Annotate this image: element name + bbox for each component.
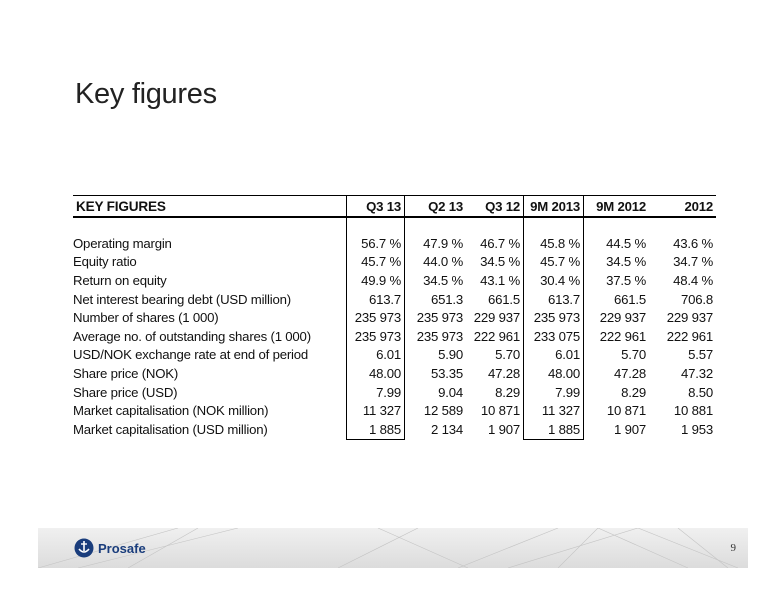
cell-q3-13: 49.9 % bbox=[347, 271, 405, 290]
cell-q3-12: 10 871 bbox=[480, 403, 520, 419]
column-header-q2-13: Q2 13 bbox=[405, 196, 467, 218]
column-header-9m-2012: 9M 2012 bbox=[584, 196, 650, 218]
row-label: Number of shares (1 000) bbox=[73, 310, 219, 326]
cell-9m-2012: 37.5 % bbox=[606, 272, 646, 288]
cell-9m-2013: 235 973 bbox=[524, 308, 584, 327]
column-header-q3-13: Q3 13 bbox=[347, 196, 405, 218]
table-row bbox=[73, 271, 716, 290]
cell-q2-13: 34.5 % bbox=[423, 272, 463, 288]
spacer-row bbox=[73, 217, 716, 234]
cell-9m-2013: 6.01 bbox=[524, 346, 584, 365]
cell-q3-13: 613.7 bbox=[347, 290, 405, 309]
row-label: Market capitalisation (USD million) bbox=[73, 421, 268, 437]
cell-q3-13: 48.00 bbox=[347, 364, 405, 383]
cell-q2-13: 2 134 bbox=[430, 421, 463, 437]
prosafe-logo-icon bbox=[74, 538, 94, 558]
table-row bbox=[73, 327, 716, 346]
cell-9m-2012: 1 907 bbox=[613, 421, 646, 437]
column-header-label: KEY FIGURES bbox=[73, 196, 347, 218]
cell-2012: 10 881 bbox=[673, 403, 713, 419]
cell-q2-13: 235 973 bbox=[416, 328, 463, 344]
cell-q3-13: 235 973 bbox=[347, 308, 405, 327]
cell-q3-13: 11 327 bbox=[347, 401, 405, 420]
cell-q2-13: 9.04 bbox=[438, 384, 463, 400]
cell-2012: 222 961 bbox=[666, 328, 713, 344]
row-label: Net interest bearing debt (USD million) bbox=[73, 291, 291, 307]
cell-2012: 43.6 % bbox=[673, 235, 713, 251]
page-number: 9 bbox=[730, 542, 736, 554]
row-label: USD/NOK exchange rate at end of period bbox=[73, 347, 309, 363]
column-header-q3-12: Q3 12 bbox=[466, 196, 524, 218]
key-figures-table bbox=[73, 195, 716, 440]
cell-9m-2013: 30.4 % bbox=[524, 271, 584, 290]
row-label: Share price (NOK) bbox=[73, 365, 179, 381]
cell-q3-13: 6.01 bbox=[347, 346, 405, 365]
cell-9m-2013: 1 885 bbox=[524, 420, 584, 439]
cell-q3-13: 235 973 bbox=[347, 327, 405, 346]
cell-2012: 48.4 % bbox=[673, 272, 713, 288]
table-row bbox=[73, 364, 716, 383]
cell-9m-2012: 47.28 bbox=[613, 365, 646, 381]
cell-9m-2013: 48.00 bbox=[524, 364, 584, 383]
logo-text: Prosafe bbox=[98, 540, 146, 556]
table-header-row bbox=[73, 196, 716, 218]
cell-2012: 47.32 bbox=[680, 365, 713, 381]
table-row bbox=[73, 383, 716, 402]
cell-9m-2012: 229 937 bbox=[599, 310, 646, 326]
cell-2012: 706.8 bbox=[680, 291, 713, 307]
cell-9m-2013: 11 327 bbox=[524, 401, 584, 420]
cell-q3-12: 46.7 % bbox=[480, 235, 520, 251]
cell-9m-2012: 5.70 bbox=[621, 347, 646, 363]
cell-q2-13: 47.9 % bbox=[423, 235, 463, 251]
cell-2012: 5.57 bbox=[688, 347, 713, 363]
row-label: Operating margin bbox=[73, 235, 172, 251]
table-row bbox=[73, 234, 716, 253]
row-label: Return on equity bbox=[73, 272, 167, 288]
row-label: Equity ratio bbox=[73, 254, 137, 270]
cell-9m-2012: 222 961 bbox=[599, 328, 646, 344]
cell-q3-12: 1 907 bbox=[487, 421, 520, 437]
cell-2012: 1 953 bbox=[680, 421, 713, 437]
table-row bbox=[73, 346, 716, 365]
table-row bbox=[73, 420, 716, 439]
cell-2012: 34.7 % bbox=[673, 254, 713, 270]
cell-q3-13: 1 885 bbox=[347, 420, 405, 439]
footer-bar bbox=[38, 528, 748, 568]
cell-2012: 229 937 bbox=[666, 310, 713, 326]
cell-q2-13: 235 973 bbox=[416, 310, 463, 326]
prosafe-logo bbox=[74, 538, 146, 558]
cell-9m-2012: 34.5 % bbox=[606, 254, 646, 270]
row-label: Share price (USD) bbox=[73, 384, 178, 400]
page-title: Key figures bbox=[75, 78, 217, 110]
cell-q3-13: 56.7 % bbox=[347, 234, 405, 253]
cell-q3-12: 43.1 % bbox=[480, 272, 520, 288]
cell-q3-12: 8.29 bbox=[495, 384, 520, 400]
cell-q3-12: 661.5 bbox=[487, 291, 520, 307]
cell-9m-2012: 8.29 bbox=[621, 384, 646, 400]
cell-9m-2013: 45.8 % bbox=[524, 234, 584, 253]
cell-q3-12: 47.28 bbox=[487, 365, 520, 381]
cell-q3-13: 45.7 % bbox=[347, 253, 405, 272]
cell-q3-12: 34.5 % bbox=[480, 254, 520, 270]
cell-q2-13: 651.3 bbox=[430, 291, 463, 307]
row-label: Average no. of outstanding shares (1 000) bbox=[73, 328, 311, 344]
table-row bbox=[73, 253, 716, 272]
cell-q2-13: 44.0 % bbox=[423, 254, 463, 270]
cell-q3-12: 5.70 bbox=[495, 347, 520, 363]
column-header-9m-2013: 9M 2013 bbox=[524, 196, 584, 218]
table-row bbox=[73, 401, 716, 420]
cell-9m-2013: 613.7 bbox=[524, 290, 584, 309]
cell-9m-2013: 233 075 bbox=[524, 327, 584, 346]
column-header-2012: 2012 bbox=[649, 196, 716, 218]
cell-9m-2012: 44.5 % bbox=[606, 235, 646, 251]
cell-q2-13: 53.35 bbox=[430, 365, 463, 381]
cell-q2-13: 12 589 bbox=[423, 403, 463, 419]
table-row bbox=[73, 308, 716, 327]
cell-9m-2012: 661.5 bbox=[613, 291, 646, 307]
cell-2012: 8.50 bbox=[688, 384, 713, 400]
cell-q3-13: 7.99 bbox=[347, 383, 405, 402]
cell-9m-2012: 10 871 bbox=[606, 403, 646, 419]
cell-9m-2013: 45.7 % bbox=[524, 253, 584, 272]
row-label: Market capitalisation (NOK million) bbox=[73, 403, 269, 419]
table-row bbox=[73, 290, 716, 309]
cell-q2-13: 5.90 bbox=[438, 347, 463, 363]
cell-q3-12: 229 937 bbox=[473, 310, 520, 326]
cell-9m-2013: 7.99 bbox=[524, 383, 584, 402]
cell-q3-12: 222 961 bbox=[473, 328, 520, 344]
